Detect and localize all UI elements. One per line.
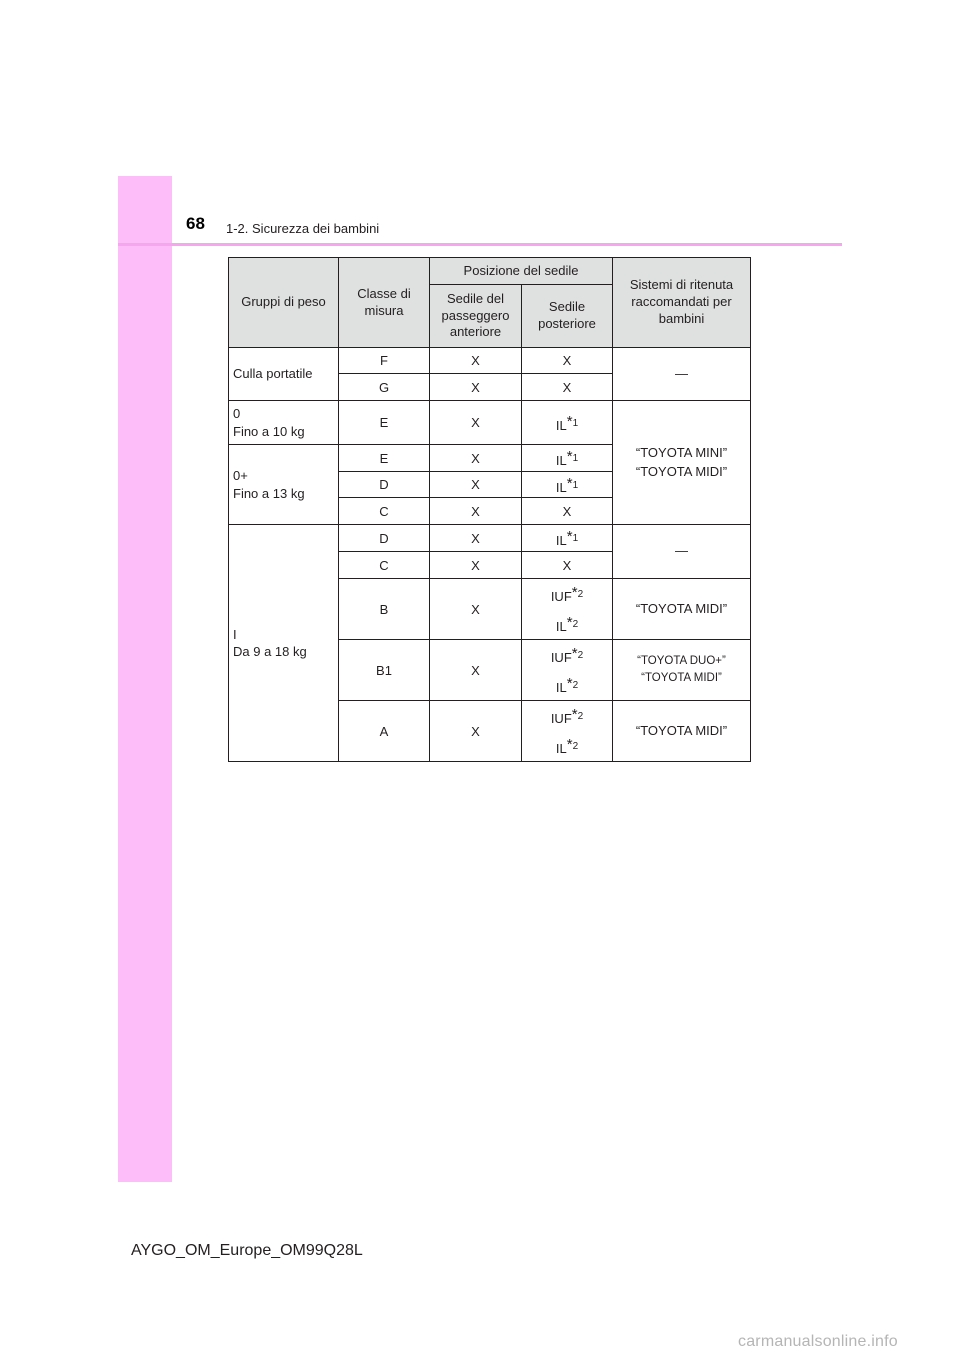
- footnote-star: *: [566, 736, 573, 754]
- rear-seat-cell: [522, 640, 613, 701]
- footnote-number: 2: [577, 711, 584, 723]
- document-code: AYGO_OM_Europe_OM99Q28L: [131, 1242, 363, 1259]
- recommended-cell: “TOYOTA MIDI”: [613, 701, 751, 762]
- page-number: 68: [186, 214, 205, 233]
- header-divider: [118, 243, 842, 246]
- front-seat-cell: X: [430, 640, 522, 701]
- header-size-class: Classe di misura: [339, 258, 430, 348]
- section-title: 1-2. Sicurezza dei bambini: [226, 221, 380, 236]
- table-row: [229, 525, 751, 552]
- table-row: [229, 348, 751, 374]
- front-seat-cell: X: [430, 374, 522, 401]
- rear-seat-cell: [522, 472, 613, 498]
- footnote-star: *: [571, 584, 578, 601]
- footnote-star: *: [571, 645, 578, 663]
- watermark: carmanualsonline.info: [738, 1333, 898, 1350]
- size-class-cell: B1: [339, 640, 430, 701]
- rear-seat-cell: [522, 525, 613, 552]
- footnote-number: 1: [572, 479, 579, 491]
- front-seat-cell: X: [430, 701, 522, 762]
- size-class-cell: C: [339, 498, 430, 525]
- weight-group-range: Fino a 13 kg: [233, 485, 305, 501]
- footnote-star: *: [566, 675, 573, 693]
- rear-seat-value: IL: [555, 533, 567, 548]
- recommended-system: “TOYOTA MINI”: [635, 444, 728, 460]
- front-seat-cell: X: [430, 579, 522, 640]
- header-rear-seat: Sedile posteriore: [522, 285, 613, 348]
- rear-seat-cell: X: [522, 374, 613, 401]
- footnote-star: *: [566, 528, 573, 545]
- size-class-cell: E: [339, 401, 430, 445]
- header-seat-position: Posizione del sedile: [430, 258, 613, 285]
- rear-seat-value: IL: [555, 619, 567, 635]
- recommended-system: “TOYOTA DUO+”: [637, 655, 726, 668]
- weight-group-cell: [229, 525, 339, 762]
- recommended-cell: [613, 401, 751, 525]
- header-weight-group: Gruppi di peso: [229, 258, 339, 348]
- front-seat-cell: X: [430, 552, 522, 579]
- rear-seat-cell: [522, 401, 613, 445]
- footnote-star: *: [566, 614, 573, 632]
- front-seat-cell: X: [430, 498, 522, 525]
- side-color-band: [118, 176, 172, 1182]
- footnote-number: 2: [572, 619, 579, 631]
- weight-group-cell: [229, 445, 339, 525]
- recommended-system: “TOYOTA MIDI”: [635, 463, 728, 479]
- rear-seat-cell: X: [522, 498, 613, 525]
- child-restraint-table: [228, 257, 751, 762]
- weight-group-range: Da 9 a 18 kg: [233, 644, 307, 660]
- front-seat-cell: X: [430, 348, 522, 374]
- weight-group-name: I: [233, 626, 237, 642]
- footnote-number: 2: [572, 680, 579, 692]
- size-class-cell: D: [339, 472, 430, 498]
- front-seat-cell: X: [430, 401, 522, 445]
- footnote-number: 1: [572, 533, 579, 544]
- rear-seat-value: IL: [555, 680, 567, 696]
- header-front-passenger-seat: Sedile del passeggero anteriore: [430, 285, 522, 348]
- size-class-cell: C: [339, 552, 430, 579]
- recommended-cell: “TOYOTA MIDI”: [613, 579, 751, 640]
- size-class-cell: A: [339, 701, 430, 762]
- front-seat-cell: X: [430, 445, 522, 472]
- weight-group-range: Fino a 10 kg: [233, 423, 305, 439]
- footnote-star: *: [566, 474, 573, 492]
- footnote-number: 2: [572, 741, 579, 753]
- footnote-star: *: [566, 412, 573, 430]
- size-class-cell: B: [339, 579, 430, 640]
- rear-seat-cell: [522, 701, 613, 762]
- rear-seat-value: IUF: [550, 650, 572, 666]
- size-class-cell: F: [339, 348, 430, 374]
- footnote-number: 1: [572, 453, 579, 464]
- recommended-system: “TOYOTA MIDI”: [641, 672, 722, 685]
- recommended-cell: —: [613, 348, 751, 401]
- front-seat-cell: X: [430, 525, 522, 552]
- recommended-cell: [613, 640, 751, 701]
- size-class-cell: D: [339, 525, 430, 552]
- weight-group-cell: Culla portatile: [229, 348, 339, 401]
- rear-seat-value: IL: [555, 479, 567, 495]
- rear-seat-value: IUF: [550, 589, 572, 604]
- footnote-star: *: [566, 448, 573, 465]
- rear-seat-value: IL: [555, 417, 567, 433]
- footnote-number: 2: [577, 589, 584, 600]
- front-seat-cell: X: [430, 472, 522, 498]
- footnote-number: 1: [572, 417, 579, 429]
- footnote-star: *: [571, 706, 578, 724]
- rear-seat-value: IL: [555, 741, 567, 757]
- rear-seat-value: IUF: [550, 711, 572, 727]
- rear-seat-cell: [522, 579, 613, 640]
- weight-group-cell: [229, 401, 339, 445]
- rear-seat-cell: [522, 445, 613, 472]
- rear-seat-cell: X: [522, 552, 613, 579]
- size-class-cell: G: [339, 374, 430, 401]
- recommended-cell: —: [613, 525, 751, 579]
- rear-seat-cell: X: [522, 348, 613, 374]
- weight-group-name: 0: [233, 405, 241, 421]
- weight-group-name: 0+: [233, 467, 248, 483]
- rear-seat-value: IL: [555, 453, 567, 468]
- size-class-cell: E: [339, 445, 430, 472]
- footnote-number: 2: [577, 650, 584, 662]
- table-row: [229, 401, 751, 445]
- header-recommended-systems: Sistemi di ritenuta raccomandati per bambini: [613, 258, 751, 348]
